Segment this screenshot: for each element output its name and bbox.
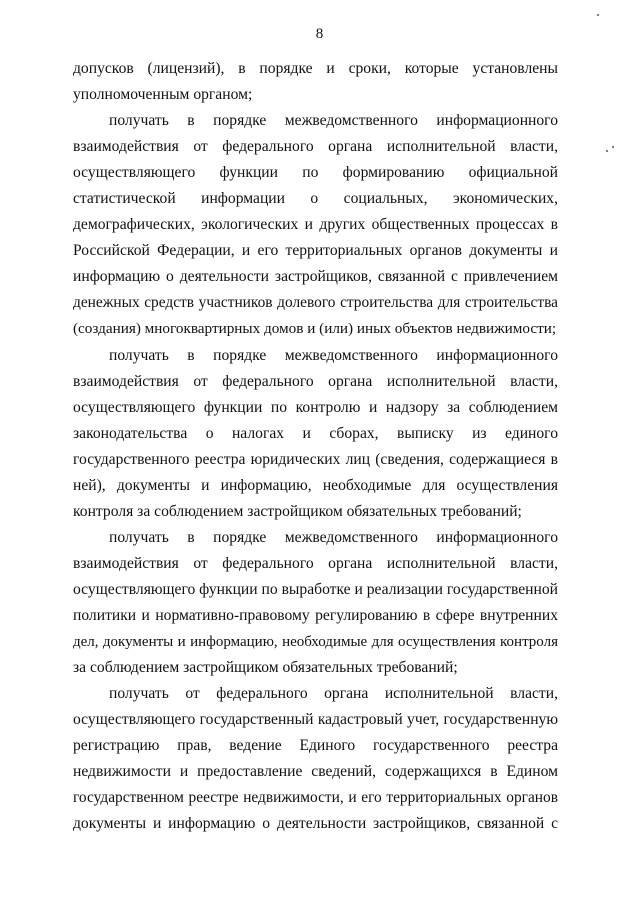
scan-speck <box>612 146 614 148</box>
text-line: политики и нормативно-правовому регулированию в сфере внутренних <box>73 606 558 624</box>
text-line: контроля за соблюдением застройщиком обязательных требований; <box>73 502 522 520</box>
text-line: осуществляющего функции по формированию официальной <box>73 164 558 182</box>
text-line: осуществляющего функции по выработке и реализации государственной <box>73 580 558 598</box>
text-line: денежных средств участников долевого строительства для строительства <box>73 294 558 312</box>
text-line: государственном реестре недвижимости, и его территориальных органов <box>73 789 558 807</box>
text-line: взаимодействия от федерального органа исполнительной власти, <box>73 372 558 390</box>
text-line: получать в порядке межведомственного информационного <box>109 528 558 546</box>
page-number: 8 <box>315 26 324 42</box>
text-line: взаимодействия от федерального органа исполнительной власти, <box>73 554 558 572</box>
text-line: получать в порядке межведомственного информационного <box>109 346 558 364</box>
text-line: дел, документы и информацию, необходимые для осуществления контроля <box>73 634 558 651</box>
text-line: регистрацию прав, ведение Единого государственного реестра <box>73 737 558 755</box>
document-body <box>73 56 558 837</box>
text-line: информацию о деятельности застройщиков, связанной с привлечением <box>73 268 558 286</box>
text-line: демографических, экологических и других общественных процессах в <box>73 216 558 234</box>
scan-speck <box>606 150 608 152</box>
text-line: ней), документы и информацию, необходимые для осуществления <box>73 476 558 494</box>
text-line: уполномоченным органом; <box>73 86 253 104</box>
text-line: допусков (лицензий), в порядке и сроки, которые установлены <box>73 60 558 77</box>
text-line: взаимодействия от федерального органа исполнительной власти, <box>73 138 558 156</box>
text-line: за соблюдением застройщиком обязательных требований; <box>73 659 458 677</box>
text-line: недвижимости и предоставление сведений, содержащихся в Едином <box>73 763 558 781</box>
text-line: документы и информацию о деятельности застройщиков, связанной с <box>73 815 558 833</box>
text-line: осуществляющего государственный кадастровый учет, государственную <box>73 711 558 729</box>
text-line: получать от федерального органа исполнительной власти, <box>109 685 558 703</box>
text-line: государственного реестра юридических лиц (сведения, содержащиеся в <box>73 450 558 468</box>
text-line: статистической информации о социальных, экономических, <box>73 190 558 208</box>
text-line: получать в порядке межведомственного информационного <box>109 112 558 130</box>
text-line: осуществляющего функции по контролю и надзору за соблюдением <box>73 398 558 416</box>
text-line: Российской Федерации, и его территориальных органов документы и <box>73 242 558 260</box>
text-line: (создания) многоквартирных домов и (или) иных объектов недвижимости; <box>73 320 557 338</box>
text-line: законодательства о налогах и сборах, выписку из единого <box>73 424 558 442</box>
scan-speck <box>597 14 599 16</box>
